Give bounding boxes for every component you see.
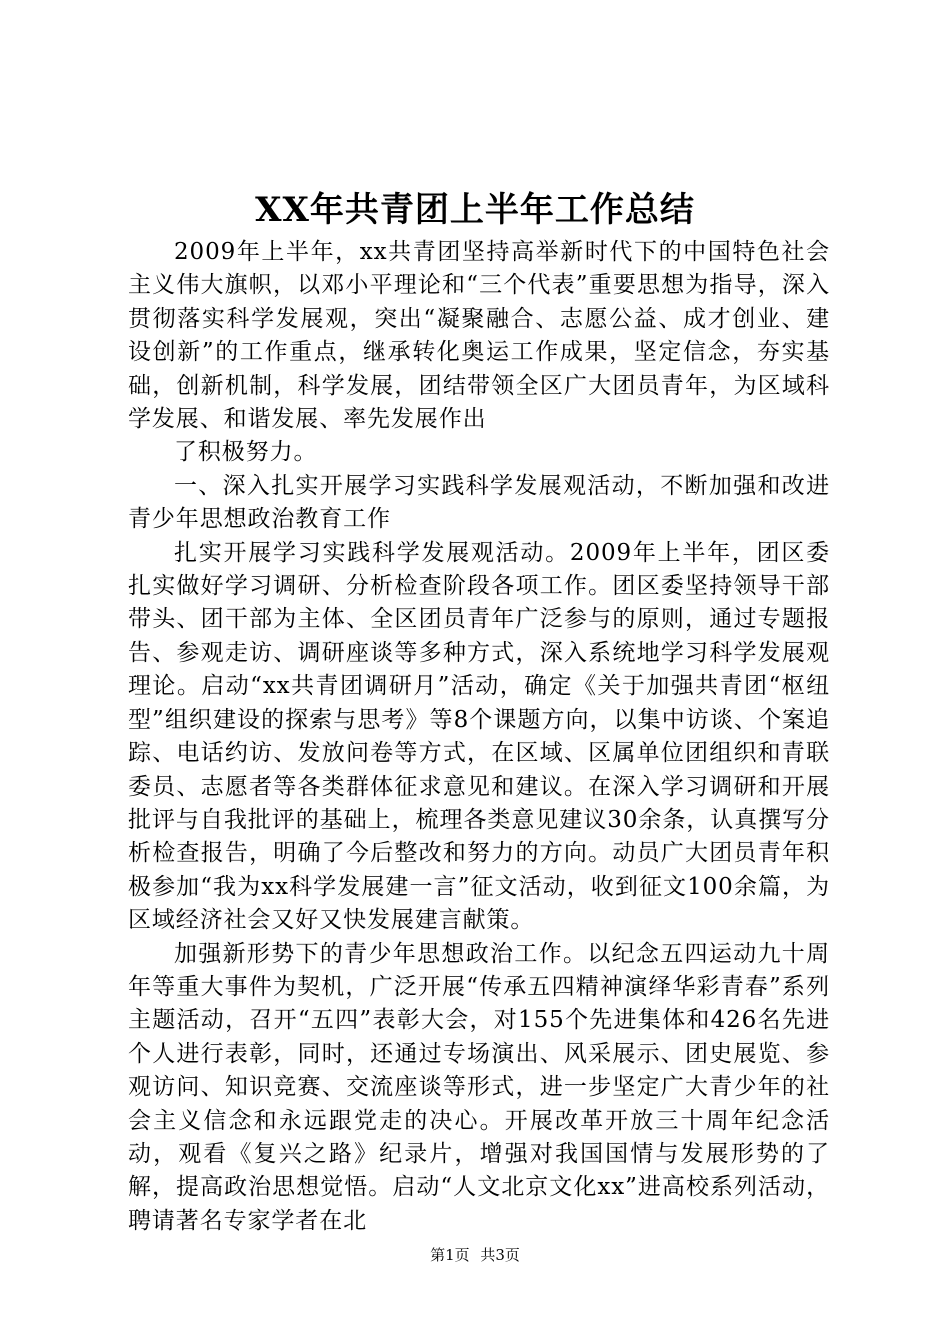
paragraph-youth-ideology: 加强新形势下的青少年思想政治工作。以纪念五四运动九十周年等重大事件为契机，广泛开展“传承五四精神演绎华彩青春”系列主题活动，召开“五四”表彰大会，对155个先进集体和426名先进个人进行表彰，同时，还通过专场演出、风采展示、团史展览、参观访问、知识竞赛、交流座谈等形式，进一步坚定广大青少年的社会主义信念和永远跟党走的决心。开展改革开放三十周年纪念活动，观看《复兴之路》纪录片，增强对我国国情与发展形势的了解，提高政治思想觉悟。启动“人文北京文化xx”进高校系列活动，聘请著名专家学者在北 <box>128 940 830 1234</box>
paragraph-intro: 2009年上半年，xx共青团坚持高举新时代下的中国特色社会主义伟大旗帜，以邓小平理论和“三个代表”重要思想为指导，深入贯彻落实科学发展观，突出“凝聚融合、志愿公益、成才创业、建设创新”的工作重点，继承转化奥运工作成果，坚定信念，夯实基础，创新机制，科学发展，团结带领全区广大团员青年，为区域科学发展、和谐发展、率先发展作出 <box>128 239 830 433</box>
page-number: 第1页 <box>430 1246 470 1264</box>
page-total: 共3页 <box>480 1246 520 1264</box>
document-body <box>128 236 830 1238</box>
page-footer <box>0 1245 950 1265</box>
section-heading-1: 一、深入扎实开展学习实践科学发展观活动，不断加强和改进青少年思想政治教育工作 <box>128 472 830 533</box>
paragraph-intro-continued: 了积极努力。 <box>174 439 318 466</box>
paragraph-study-practice: 扎实开展学习实践科学发展观活动。2009年上半年，团区委扎实做好学习调研、分析检查阶段各项工作。团区委坚持领导干部带头、团干部为主体、全区团员青年广泛参与的原则，通过专题报告、参观走访、调研座谈等多种方式，深入系统地学习科学发展观理论。启动“xx共青团调研月”活动，确定《关于加强共青团“枢纽型”组织建设的探索与思考》等8个课题方向，以集中访谈、个案追踪、电话约访、发放问卷等方式，在区域、区属单位团组织和青联委员、志愿者等各类群体征求意见和建议。在深入学习调研和开展批评与自我批评的基础上，梳理各类意见建议30余条，认真撰写分析检查报告，明确了今后整改和努力的方向。动员广大团员青年积极参加“我为xx科学发展建一言”征文活动，收到征文100余篇，为区域经济社会又好又快发展建言献策。 <box>128 539 830 934</box>
document-title: XX年共青团上半年工作总结 <box>255 190 695 230</box>
